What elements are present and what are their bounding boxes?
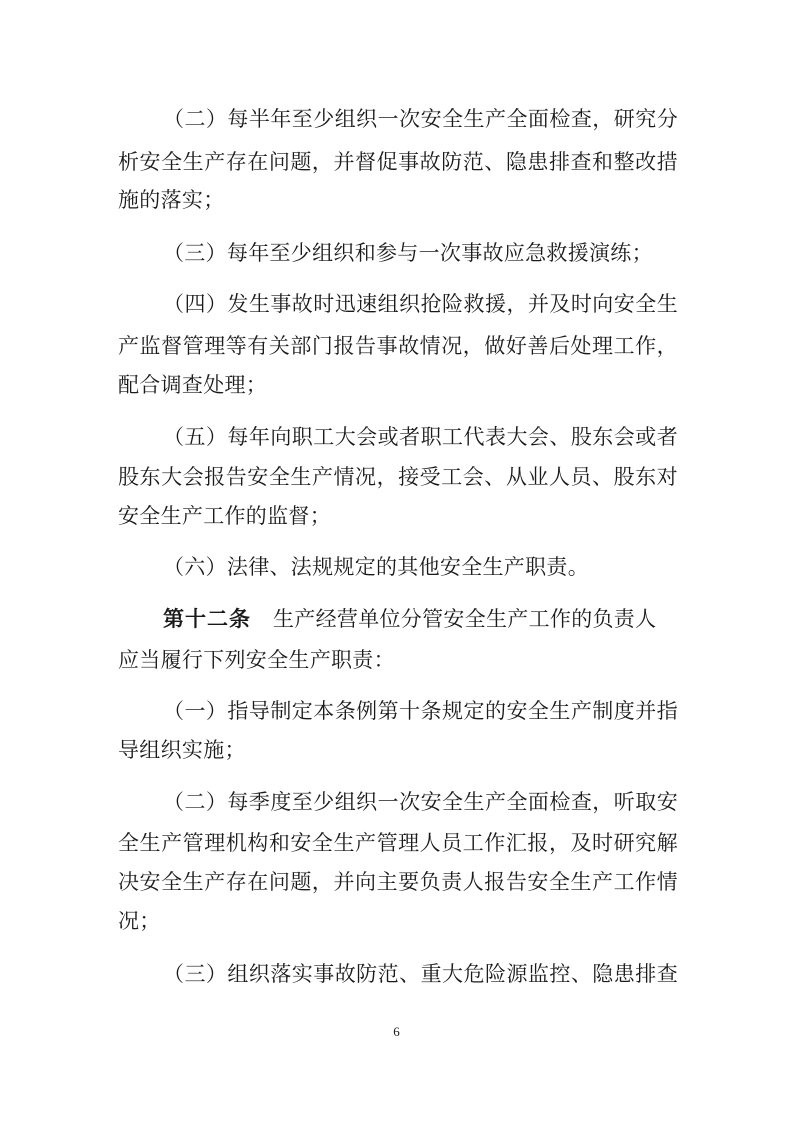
paragraph-line: （二）每半年至少组织一次安全生产全面检查，研究分 — [163, 107, 678, 131]
paragraph-line: 应当履行下列安全生产职责： — [118, 648, 395, 672]
paragraph-line: 况； — [118, 909, 161, 933]
paragraph-line: 导组织实施； — [118, 738, 246, 762]
paragraph-line: 决安全生产存在问题，并向主要负责人报告安全生产工作情 — [118, 870, 678, 894]
paragraph-line: （三）每年至少组织和参与一次事故应急救援演练； — [163, 241, 653, 265]
paragraph-line: 施的落实； — [118, 188, 225, 212]
paragraph-line: 配合调查处理； — [118, 373, 268, 397]
paragraph-line: （五）每年向职工大会或者职工代表大会、股东会或者 — [163, 425, 678, 449]
article-text: 生产经营单位分管安全生产工作的负责人 — [273, 607, 657, 631]
article-number: 第十二条 — [163, 606, 251, 631]
paragraph-line: 股东大会报告安全生产情况，接受工会、从业人员、股东对 — [118, 465, 678, 489]
paragraph-line: 析安全生产存在问题，并督促事故防范、隐患排查和整改措 — [118, 150, 678, 174]
paragraph-line: 产监督管理等有关部门报告事故情况，做好善后处理工作， — [118, 334, 678, 358]
paragraph-line: 安全生产工作的监督； — [118, 504, 331, 528]
article-heading — [163, 603, 678, 635]
paragraph-line: （六）法律、法规规定的其他安全生产职责。 — [163, 555, 589, 579]
page-number: 6 — [393, 1024, 400, 1039]
paragraph-line: （二）每季度至少组织一次安全生产全面检查，听取安 — [163, 790, 678, 814]
paragraph-line: （一）指导制定本条例第十条规定的安全生产制度并指 — [163, 699, 678, 723]
paragraph-line: 全生产管理机构和安全生产管理人员工作汇报，及时研究解 — [118, 831, 678, 855]
paragraph-line: （三）组织落实事故防范、重大危险源监控、隐患排查 — [163, 962, 678, 986]
paragraph-line: （四）发生事故时迅速组织抢险救援，并及时向安全生 — [163, 292, 678, 316]
